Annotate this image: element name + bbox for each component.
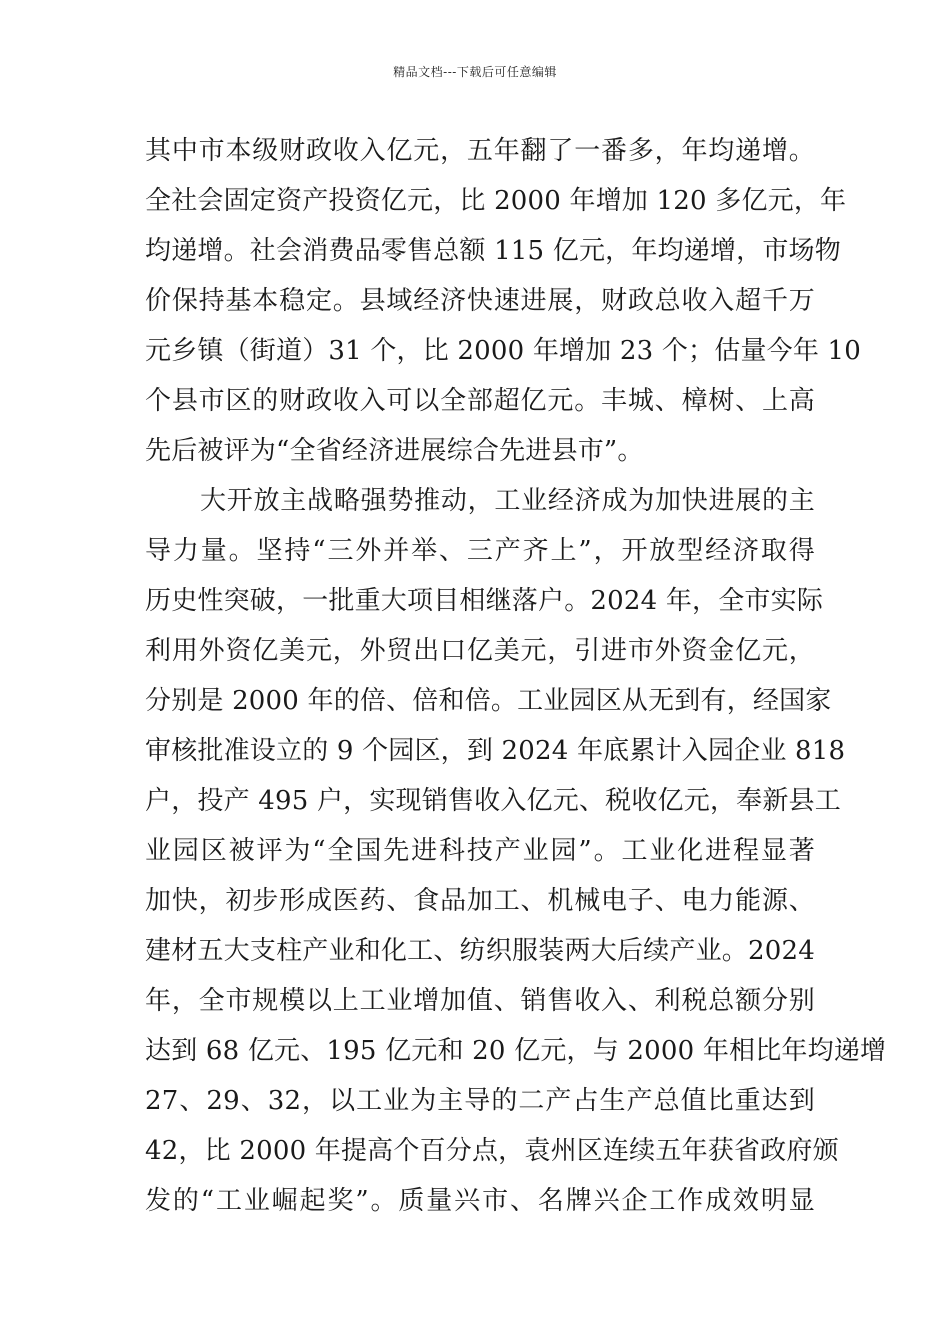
- text-line: 全社会固定资产投资亿元，比 2000 年增加 120 多亿元，年: [145, 186, 847, 216]
- text-line: 加快，初步形成医药、食品加工、机械电子、电力能源、: [145, 886, 815, 916]
- text-line: 年，全市规模以上工业增加值、销售收入、利税总额分别: [145, 986, 815, 1016]
- text-line: 27、29、32，以工业为主导的二产占生产总值比重达到: [145, 1086, 815, 1116]
- text-line: 户，投产 495 户，实现销售收入亿元、税收亿元，奉新县工: [145, 786, 841, 816]
- text-line: 先后被评为“全省经济进展综合先进县市”。: [145, 436, 644, 466]
- text-line: 个县市区的财政收入可以全部超亿元。丰城、樟树、上高: [145, 386, 815, 416]
- text-line: 业园区被评为“全国先进科技产业园”。工业化进程显著: [145, 836, 815, 866]
- text-line: 发的“工业崛起奖”。质量兴市、名牌兴企工作成效明显: [145, 1186, 815, 1216]
- text-line: 价保持基本稳定。县域经济快速进展，财政总收入超千万: [145, 286, 815, 316]
- text-line: 达到 68 亿元、195 亿元和 20 亿元，与 2000 年相比年均递增: [145, 1036, 887, 1066]
- text-line: 历史性突破，一批重大项目相继落户。2024 年，全市实际: [145, 586, 824, 616]
- text-line: 利用外资亿美元，外贸出口亿美元，引进市外资金亿元，: [145, 636, 815, 666]
- page-header: 精品文档---下载后可任意编辑: [393, 65, 557, 79]
- text-line: 审核批准设立的 9 个园区，到 2024 年底累计入园企业 818: [145, 736, 846, 766]
- text-line: 分别是 2000 年的倍、倍和倍。工业园区从无到有，经国家: [145, 686, 832, 716]
- text-line: 均递增。社会消费品零售总额 115 亿元，年均递增，市场物: [145, 236, 841, 266]
- paragraph-first-line: 大开放主战略强势推动，工业经济成为加快进展的主: [200, 486, 815, 516]
- text-line: 建材五大支柱产业和化工、纺织服装两大后续产业。2024: [145, 936, 815, 966]
- text-line: 元乡镇（街道）31 个，比 2000 年增加 23 个；估量今年 10: [145, 336, 862, 366]
- text-line: 其中市本级财政收入亿元，五年翻了一番多，年均递增。: [145, 136, 815, 166]
- text-line: 导力量。坚持“三外并举、三产齐上”，开放型经济取得: [145, 536, 815, 566]
- text-line: 42，比 2000 年提高个百分点，袁州区连续五年获省政府颁: [145, 1136, 839, 1166]
